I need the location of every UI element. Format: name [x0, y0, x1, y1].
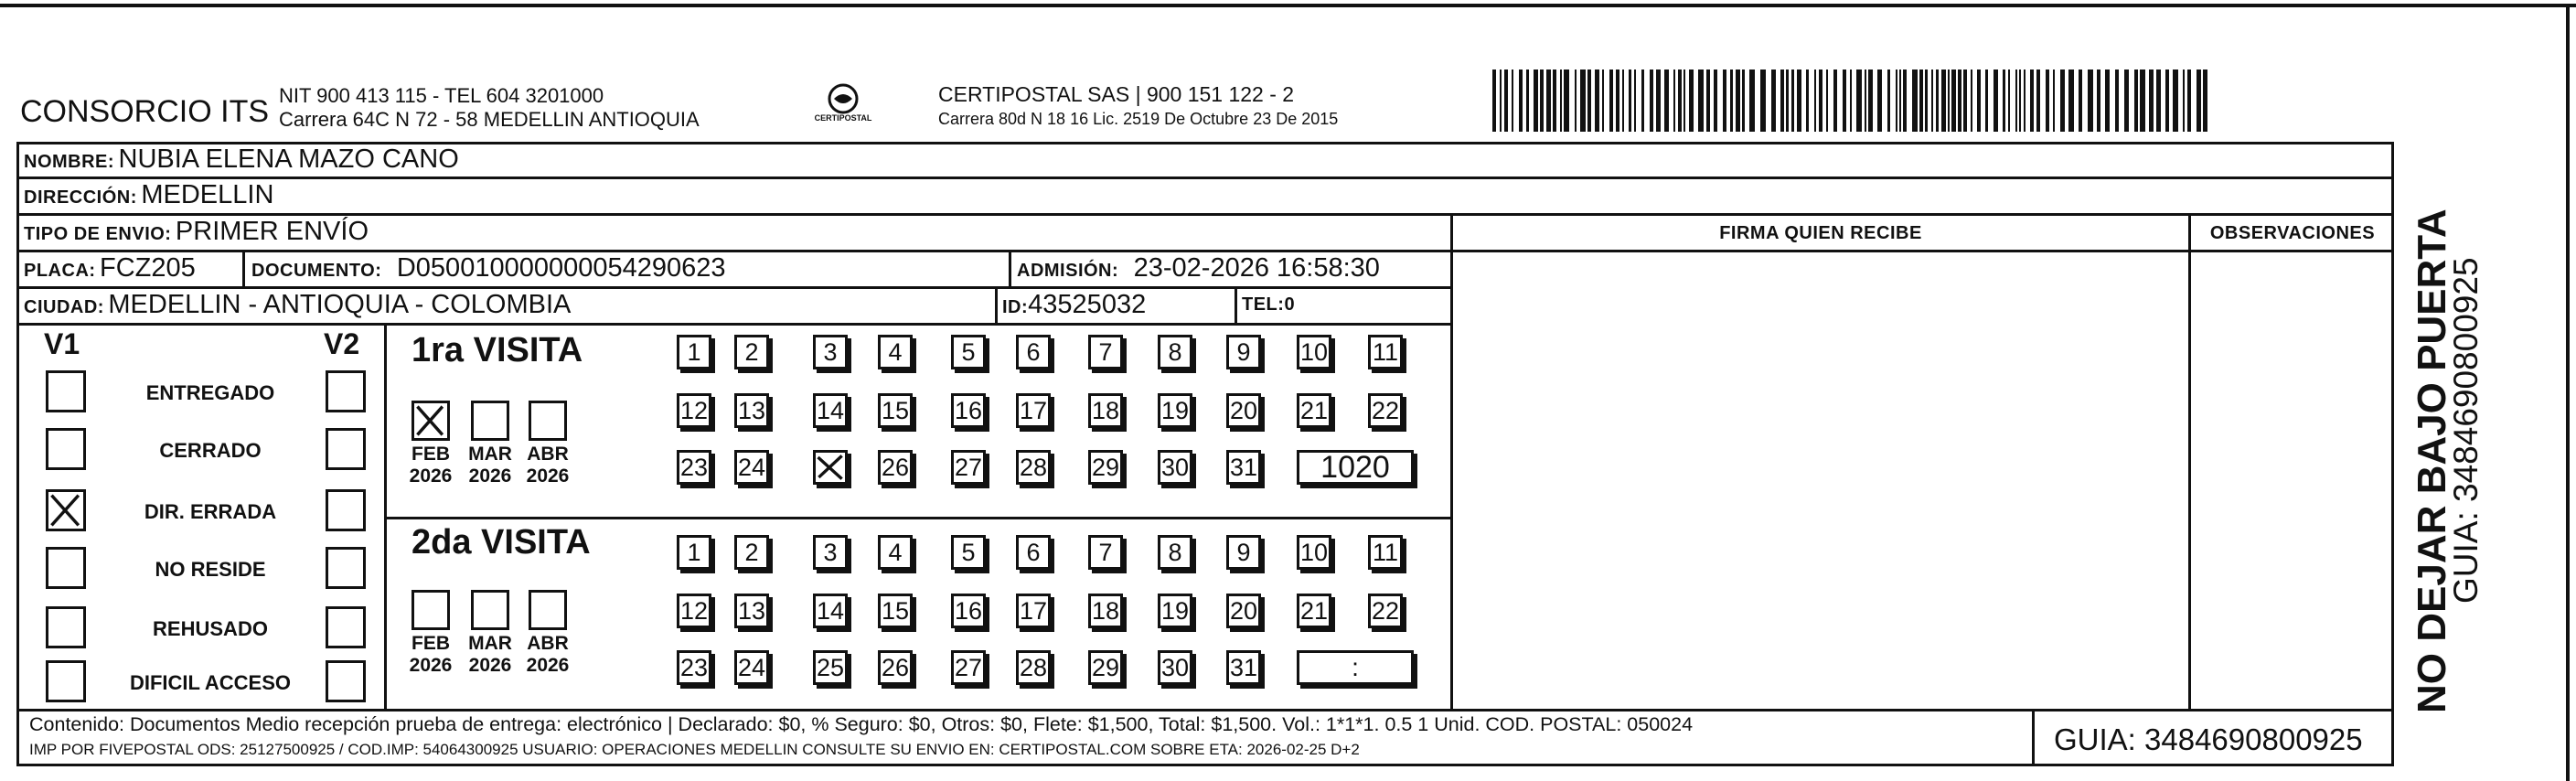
visit-day-box[interactable]: 23	[677, 650, 711, 685]
barcode-bar	[1706, 70, 1710, 132]
status-v2-checkbox[interactable]	[326, 370, 366, 412]
visit-month-checkbox[interactable]	[471, 401, 509, 441]
visit-day-box[interactable]: 19	[1158, 594, 1192, 628]
barcode-bar	[1786, 70, 1789, 132]
barcode-bar	[1526, 70, 1529, 132]
visit-day-box[interactable]: 21	[1297, 393, 1331, 428]
visit-day-box[interactable]: 6	[1016, 335, 1051, 369]
barcode-bar	[1865, 70, 1866, 132]
barcode-bar	[1673, 70, 1675, 132]
certipostal-address: Carrera 80d N 18 16 Lic. 2519 De Octubre 23 De 2015	[938, 110, 1339, 128]
visit-day-box[interactable]: 17	[1016, 393, 1051, 428]
visit-day-box[interactable]: 1	[677, 535, 711, 570]
barcode-bar	[2149, 70, 2154, 132]
visit-day-box[interactable]: 3	[813, 335, 848, 369]
col-line	[2188, 213, 2191, 709]
footer-guia: GUIA: 3484690800925	[2054, 722, 2363, 756]
first-visit-title: 1ra VISITA	[412, 331, 583, 369]
visit-year-label: 2026	[526, 655, 570, 676]
visit-day-box[interactable]: 12	[677, 594, 711, 628]
visit-month-checkbox[interactable]	[412, 590, 450, 630]
visit-day-box[interactable]: 18	[1088, 393, 1123, 428]
direccion-value: MEDELLIN	[141, 180, 274, 209]
v1-header: V1	[44, 327, 80, 360]
visit-day-box[interactable]: 3	[813, 535, 848, 570]
placa-cell	[24, 253, 196, 284]
visit-day-box[interactable]: 9	[1226, 335, 1261, 369]
barcode-bar	[1814, 70, 1816, 132]
visit-time-box[interactable]: :	[1297, 650, 1414, 685]
barcode-bar	[2187, 70, 2191, 132]
visit-day-box[interactable]: 4	[878, 535, 913, 570]
barcode-bar	[1575, 70, 1577, 132]
tel-label: TEL:	[1242, 294, 1285, 315]
barcode-bar	[1780, 70, 1784, 132]
page-top-edge	[0, 4, 2576, 7]
status-v1-checkbox[interactable]	[46, 428, 86, 470]
col-line	[242, 250, 245, 286]
barcode-bar	[1664, 70, 1669, 132]
visit-month-checkbox[interactable]	[412, 401, 450, 441]
visit-year-label: 2026	[468, 655, 512, 676]
visit-day-box[interactable]: 2	[734, 535, 769, 570]
certipostal-logo	[807, 79, 880, 134]
barcode-bar	[1616, 70, 1619, 132]
barcode-bar	[2008, 70, 2010, 132]
visit-day-box[interactable]: 19	[1158, 393, 1192, 428]
visit-day-box[interactable]: 27	[951, 450, 986, 485]
barcode	[1491, 70, 2213, 132]
barcode-bar	[1903, 70, 1907, 132]
row-line	[16, 709, 2394, 711]
footer-content-line: Contenido: Documentos Medio recepción prueba de entrega: electrónico | Declarado: $0, % Seguro: $0, Otros: $0, Flete: $1,500, Total: $1,500. Vol.: 1*1*1. 0.5 1 Unid. COD. POSTAL: 050024	[29, 713, 1694, 735]
visit-month-label: MAR	[468, 444, 512, 465]
status-v2-checkbox[interactable]	[326, 428, 366, 470]
admision-label: ADMISIÓN:	[1017, 261, 1119, 281]
visit-day-box[interactable]: 24	[734, 650, 769, 685]
visit-day-box[interactable]: 21	[1297, 594, 1331, 628]
barcode-bar	[1993, 70, 1998, 132]
visit-month-label: ABR	[527, 444, 569, 465]
status-option-label: NO RESIDE	[155, 558, 266, 581]
barcode-bar	[1504, 70, 1508, 132]
visit-day-box[interactable]: 29	[1088, 450, 1123, 485]
status-v1-checkbox[interactable]	[46, 606, 86, 648]
barcode-bar	[1678, 70, 1682, 132]
barcode-bar	[1941, 70, 1946, 132]
barcode-bar	[1919, 70, 1923, 132]
placa-value: FCZ205	[100, 253, 196, 283]
visit-day-box[interactable]: 22	[1368, 393, 1403, 428]
barcode-bar	[1534, 70, 1538, 132]
barcode-bar	[1868, 70, 1873, 132]
barcode-bar	[1912, 70, 1918, 132]
barcode-bar	[1791, 70, 1794, 132]
status-v2-checkbox[interactable]	[326, 660, 366, 702]
visit-day-box[interactable]: 12	[677, 393, 711, 428]
status-option-label: CERRADO	[159, 439, 262, 462]
barcode-bar	[1595, 70, 1599, 132]
admision-cell	[1017, 253, 1380, 284]
barcode-bar	[1843, 70, 1846, 132]
visit-day-box[interactable]: 13	[734, 594, 769, 628]
col-line	[1450, 213, 1453, 709]
barcode-bar	[1742, 70, 1745, 132]
visit-day-box[interactable]: 28	[1016, 650, 1051, 685]
barcode-bar	[1771, 70, 1776, 132]
barcode-bar	[2046, 70, 2049, 132]
tel-value: 0	[1284, 294, 1296, 315]
visit-month-label: FEB	[412, 633, 450, 654]
visit-day-box[interactable]: 2	[734, 335, 769, 369]
barcode-bar	[2053, 70, 2055, 132]
visit-day-box[interactable]: 5	[951, 535, 986, 570]
barcode-bar	[1553, 70, 1556, 132]
status-v2-checkbox[interactable]	[326, 606, 366, 648]
barcode-bar	[1896, 70, 1897, 132]
status-option-label: DIR. ERRADA	[144, 500, 277, 523]
visit-day-box[interactable]: 26	[878, 650, 913, 685]
barcode-bar	[1546, 70, 1551, 132]
barcode-bar	[1723, 70, 1726, 132]
tipo-envio-value: PRIMER ENVÍO	[175, 217, 369, 246]
footer-imp-line: IMP POR FIVEPOSTAL ODS: 25127500925 / COD.IMP: 54064300925 USUARIO: OPERACIONES MEDELLIN CONSULTE SU ENVIO EN: CERTIPOSTAL.COM SOBRE ETA: 2026-02-25 D+2	[29, 741, 1360, 758]
visit-day-box[interactable]: 23	[677, 450, 711, 485]
col-line	[995, 286, 998, 323]
barcode-bar	[2060, 70, 2065, 132]
barcode-bar	[1564, 70, 1569, 132]
documento-value: D050010000000054290623	[396, 253, 726, 283]
status-v1-checkbox[interactable]	[46, 370, 86, 412]
barcode-bar	[1931, 70, 1933, 132]
visit-day-box[interactable]: 8	[1158, 535, 1192, 570]
page-right-edge	[2566, 4, 2570, 781]
visit-day-box[interactable]: 6	[1016, 535, 1051, 570]
barcode-bar	[1540, 70, 1544, 132]
barcode-bar	[2105, 70, 2110, 132]
barcode-bar	[2115, 70, 2119, 132]
visit-month-label: MAR	[468, 633, 512, 654]
barcode-bar	[1650, 70, 1653, 132]
barcode-bar	[1826, 70, 1828, 132]
visit-day-box[interactable]: 18	[1088, 594, 1123, 628]
company-name: CONSORCIO ITS	[20, 94, 270, 129]
barcode-bar	[2024, 70, 2026, 132]
direccion-row	[24, 180, 273, 210]
certipostal-line: CERTIPOSTAL SAS | 900 151 122 - 2	[938, 82, 1295, 106]
company-address: Carrera 64C N 72 - 58 MEDELLIN ANTIOQUIA	[279, 108, 700, 131]
barcode-bar	[1730, 70, 1733, 132]
visit-day-box[interactable]: 14	[813, 393, 848, 428]
barcode-bar	[2197, 70, 2201, 132]
col-line	[2032, 709, 2035, 766]
firma-label: FIRMA QUIEN RECIBE	[1719, 223, 1922, 243]
admision-value: 23-02-2026 16:58:30	[1133, 253, 1380, 283]
id-value: 43525032	[1028, 290, 1147, 319]
visit-year-label: 2026	[409, 465, 453, 487]
status-v1-checkbox[interactable]	[46, 547, 86, 589]
company-nit: NIT 900 413 115 - TEL 604 3201000	[279, 84, 604, 107]
barcode-bar	[2097, 70, 2100, 132]
visit-day-box[interactable]: 5	[951, 335, 986, 369]
visit-day-box[interactable]: 28	[1016, 450, 1051, 485]
visit-day-box[interactable]: 22	[1368, 594, 1403, 628]
barcode-bar	[1806, 70, 1809, 132]
visit-day-box[interactable]: 10	[1297, 535, 1331, 570]
ciudad-label: CIUDAD:	[24, 297, 104, 317]
visit-day-box[interactable]: 17	[1016, 594, 1051, 628]
visit-day-box[interactable]: 9	[1226, 535, 1261, 570]
visit-time-box[interactable]: 1020	[1297, 450, 1414, 485]
visit-day-box[interactable]: 15	[878, 594, 913, 628]
status-option-label: REHUSADO	[153, 617, 268, 640]
barcode-bar	[2019, 70, 2021, 132]
visit-day-box[interactable]: 24	[734, 450, 769, 485]
barcode-bar	[1749, 70, 1755, 132]
row-line	[1450, 250, 2394, 252]
barcode-bar	[1641, 70, 1644, 132]
visit-day-box[interactable]: 8	[1158, 335, 1192, 369]
barcode-bar	[1951, 70, 1956, 132]
barcode-bar	[1512, 70, 1513, 132]
row-line	[16, 250, 1452, 252]
barcode-bar	[2165, 70, 2169, 132]
visit-day-box[interactable]: 11	[1368, 335, 1403, 369]
tipo-envio-label: TIPO DE ENVIO:	[24, 224, 172, 244]
visit-month-checkbox[interactable]	[471, 590, 509, 630]
tipo-envio-row	[24, 217, 369, 247]
visit-day-box[interactable]: 14	[813, 594, 848, 628]
visit-year-label: 2026	[468, 465, 512, 487]
visit-day-box[interactable]: 20	[1226, 393, 1261, 428]
visit-day-box[interactable]: 30	[1158, 650, 1192, 685]
barcode-bar	[1602, 70, 1604, 132]
documento-label: DOCUMENTO:	[251, 261, 382, 281]
visit-month-label: FEB	[412, 444, 450, 465]
row-line	[384, 517, 1452, 519]
barcode-bar	[1977, 70, 1981, 132]
direccion-label: DIRECCIÓN:	[24, 187, 137, 208]
nombre-row	[24, 144, 459, 175]
tel-cell	[1242, 294, 1295, 316]
logo-text: CERTIPOSTAL	[814, 113, 872, 123]
barcode-bar	[1948, 70, 1950, 132]
barcode-bar	[1856, 70, 1862, 132]
visit-month-label: ABR	[527, 633, 569, 654]
barcode-bar	[2068, 70, 2074, 132]
barcode-bar	[1492, 70, 1496, 132]
visit-day-box[interactable]: 13	[734, 393, 769, 428]
barcode-bar	[1736, 70, 1740, 132]
visit-month-checkbox[interactable]	[529, 590, 567, 630]
visit-day-box[interactable]: 15	[878, 393, 913, 428]
no-dejar-warning: NO DEJAR BAJO PUERTA	[2410, 209, 2454, 713]
barcode-bar	[1760, 70, 1766, 132]
barcode-bar	[1971, 70, 1972, 132]
barcode-bar	[2173, 70, 2178, 132]
barcode-bar	[2134, 70, 2138, 132]
col-line	[1009, 250, 1011, 286]
barcode-bar	[1833, 70, 1837, 132]
row-line	[16, 177, 2394, 179]
barcode-bar	[2156, 70, 2161, 132]
barcode-bar	[1580, 70, 1586, 132]
barcode-bar	[1925, 70, 1928, 132]
barcode-bar	[1634, 70, 1636, 132]
barcode-bar	[1819, 70, 1822, 132]
barcode-bar	[1985, 70, 1988, 132]
visit-day-box[interactable]: 16	[951, 393, 986, 428]
id-cell	[1002, 290, 1146, 320]
ciudad-value: MEDELLIN - ANTIOQUIA - COLOMBIA	[108, 290, 572, 319]
barcode-bar	[1629, 70, 1631, 132]
status-v2-checkbox[interactable]	[326, 489, 366, 531]
status-v1-checkbox[interactable]	[46, 660, 86, 702]
visit-day-box[interactable]: 26	[878, 450, 913, 485]
status-v1-checkbox[interactable]	[46, 489, 86, 531]
barcode-bar	[2124, 70, 2129, 132]
barcode-bar	[1887, 70, 1890, 132]
barcode-bar	[1622, 70, 1624, 132]
visit-year-label: 2026	[526, 465, 570, 487]
visit-day-box[interactable]: 11	[1368, 535, 1403, 570]
visit-day-box[interactable]: 16	[951, 594, 986, 628]
visit-day-box[interactable]: 4	[878, 335, 913, 369]
nombre-value: NUBIA ELENA MAZO CANO	[118, 144, 459, 174]
barcode-bar	[2030, 70, 2034, 132]
visit-day-box[interactable]: 30	[1158, 450, 1192, 485]
col-line	[384, 323, 387, 709]
barcode-bar	[1714, 70, 1717, 132]
row-line	[16, 213, 2394, 216]
visit-day-box[interactable]: 29	[1088, 650, 1123, 685]
barcode-bar	[1936, 70, 1939, 132]
barcode-bar	[1797, 70, 1801, 132]
barcode-bar	[2140, 70, 2145, 132]
row-line	[16, 323, 1452, 326]
barcode-bar	[1698, 70, 1704, 132]
barcode-bar	[1519, 70, 1523, 132]
observaciones-label: OBSERVACIONES	[2209, 223, 2376, 243]
barcode-bar	[2203, 70, 2207, 132]
status-option-label: DIFICIL ACCESO	[129, 671, 291, 694]
id-label: ID:	[1002, 297, 1029, 317]
barcode-bar	[1560, 70, 1562, 132]
documento-cell	[251, 253, 726, 284]
barcode-bar	[2015, 70, 2017, 132]
barcode-bar	[2079, 70, 2082, 132]
visit-year-label: 2026	[409, 655, 453, 676]
second-visit-title: 2da VISITA	[412, 523, 591, 562]
visit-day-box[interactable]: 31	[1226, 650, 1261, 685]
col-line	[1235, 286, 1237, 323]
barcode-bar	[1683, 70, 1685, 132]
nombre-label: NOMBRE:	[24, 152, 115, 172]
barcode-bar	[1689, 70, 1694, 132]
visit-day-box[interactable]: 7	[1088, 535, 1123, 570]
barcode-bar	[1500, 70, 1502, 132]
barcode-bar	[1850, 70, 1852, 132]
side-guia: GUIA: 3484690800925	[2447, 257, 2485, 604]
visit-day-box[interactable]: 20	[1226, 594, 1261, 628]
v2-header: V2	[324, 327, 360, 360]
barcode-bar	[2088, 70, 2093, 132]
status-v2-checkbox[interactable]	[326, 547, 366, 589]
barcode-bar	[1587, 70, 1591, 132]
barcode-bar	[1609, 70, 1613, 132]
barcode-bar	[1877, 70, 1882, 132]
ciudad-cell	[24, 290, 571, 320]
visit-day-box[interactable]: 27	[951, 650, 986, 685]
barcode-bar	[1656, 70, 1661, 132]
visit-day-box[interactable]: 10	[1297, 335, 1331, 369]
placa-label: PLACA:	[24, 261, 96, 281]
visit-month-checkbox[interactable]	[529, 401, 567, 441]
visit-day-box[interactable]: 31	[1226, 450, 1261, 485]
barcode-bar	[2036, 70, 2040, 132]
visit-day-box[interactable]: 25	[813, 650, 848, 685]
barcode-bar	[2003, 70, 2005, 132]
barcode-bar	[1958, 70, 1961, 132]
visit-day-box[interactable]	[813, 450, 848, 485]
visit-day-box[interactable]: 7	[1088, 335, 1123, 369]
barcode-bar	[1963, 70, 1967, 132]
status-option-label: ENTREGADO	[145, 381, 275, 404]
visit-day-box[interactable]: 1	[677, 335, 711, 369]
barcode-bar	[2183, 70, 2185, 132]
barcode-bar	[1899, 70, 1901, 132]
